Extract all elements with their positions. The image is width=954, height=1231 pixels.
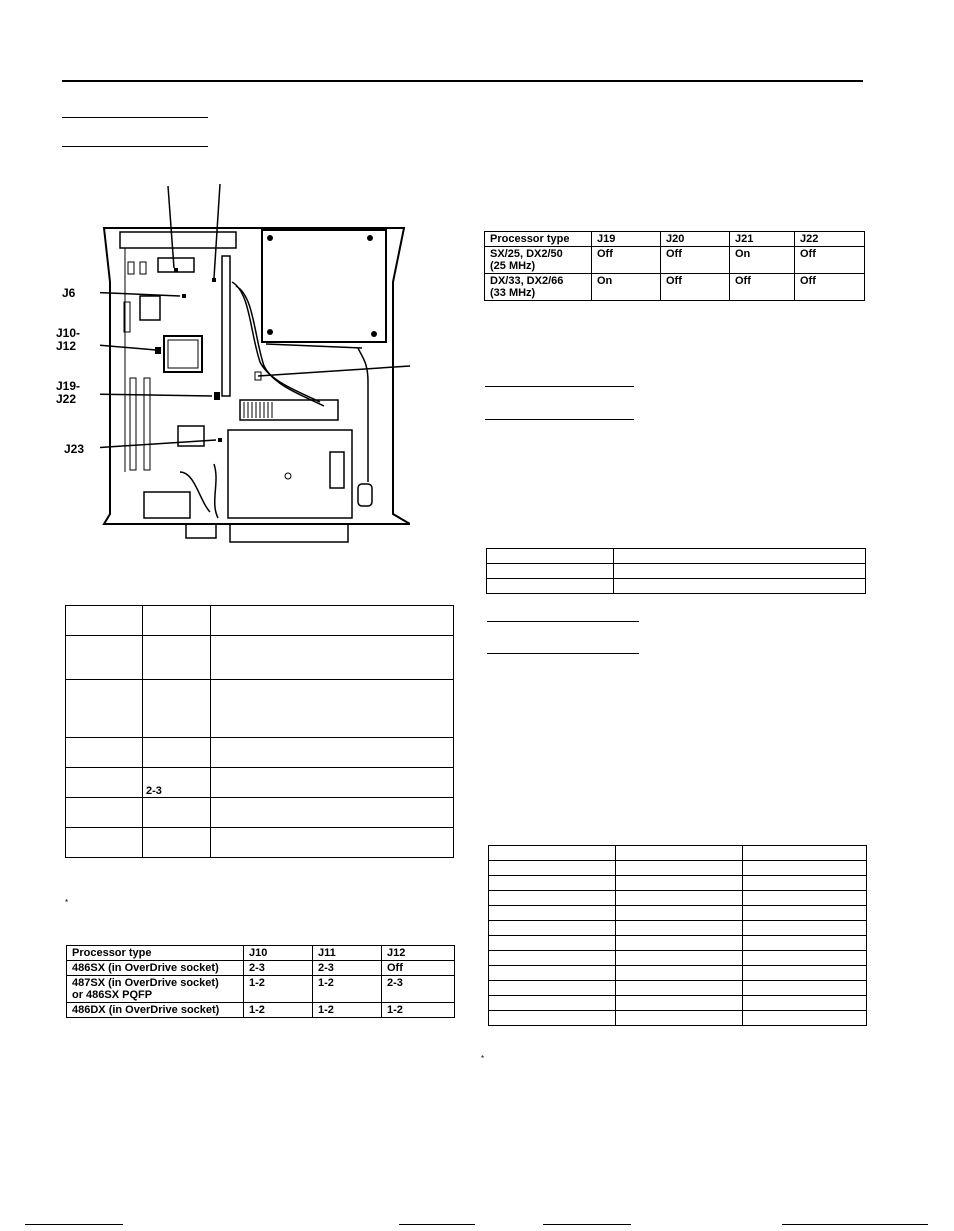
table-row <box>487 579 866 594</box>
table-row <box>489 906 867 921</box>
cell-type: 487SX (in OverDrive socket) or 486SX PQFP <box>67 976 244 1003</box>
footnote-mark-right: * <box>481 1054 485 1063</box>
callout-j23: J23 <box>64 442 85 456</box>
table-row <box>66 680 454 738</box>
heading-underline-1 <box>62 117 208 118</box>
settings-marked-cell: 2-3 <box>143 768 211 798</box>
header-cell: J22 <box>795 232 865 247</box>
cell-j11: 2-3 <box>313 961 382 976</box>
cell-j12: 1-2 <box>382 1003 455 1018</box>
cell-j20: Off <box>661 274 730 301</box>
jumper-settings-table <box>65 605 454 858</box>
heading-underline-3 <box>485 386 634 387</box>
header-cell: J20 <box>661 232 730 247</box>
table-row <box>489 951 867 966</box>
table-row <box>485 274 865 301</box>
table-row <box>489 936 867 951</box>
cell-j21: Off <box>730 274 795 301</box>
cell-type: SX/25, DX2/50 (25 MHz) <box>485 247 592 274</box>
header-cell: Processor type <box>67 946 244 961</box>
cell-type: DX/33, DX2/66 (33 MHz) <box>485 274 592 301</box>
footer-rule-1 <box>25 1224 123 1225</box>
table-row <box>485 247 865 274</box>
table-row <box>489 996 867 1011</box>
motherboard-figure <box>100 182 410 547</box>
table-row <box>66 636 454 680</box>
cell-j12: 2-3 <box>382 976 455 1003</box>
table-row <box>66 798 454 828</box>
cell-type: 486DX (in OverDrive socket) <box>67 1003 244 1018</box>
table-row <box>66 768 454 798</box>
table-row <box>489 981 867 996</box>
footnote-mark-left: * <box>65 898 69 907</box>
cpu-jumper-table <box>66 945 455 1018</box>
cell-j22: Off <box>795 274 865 301</box>
heading-underline-4 <box>485 419 634 420</box>
table-header-row <box>67 946 455 961</box>
table-row <box>487 564 866 579</box>
cell-j19: On <box>592 274 661 301</box>
callout-j6: J6 <box>62 286 76 300</box>
table-row <box>67 1003 455 1018</box>
cell-type: 486SX (in OverDrive socket) <box>67 961 244 976</box>
table-row <box>66 606 454 636</box>
cell-j11: 1-2 <box>313 976 382 1003</box>
table-row <box>489 966 867 981</box>
table-row <box>489 846 867 861</box>
cell-j10: 2-3 <box>244 961 313 976</box>
table-row <box>66 828 454 858</box>
cell-j11: 1-2 <box>313 1003 382 1018</box>
cell-j20: Off <box>661 247 730 274</box>
page-top-rule <box>62 80 863 82</box>
table-row <box>66 738 454 768</box>
heading-underline-6 <box>487 653 639 654</box>
table-row <box>489 891 867 906</box>
table-row <box>67 961 455 976</box>
header-cell: J11 <box>313 946 382 961</box>
table-row <box>489 1011 867 1026</box>
table-row <box>67 976 455 1003</box>
blank-table-small <box>486 548 866 594</box>
header-cell: J10 <box>244 946 313 961</box>
cell-j10: 1-2 <box>244 1003 313 1018</box>
cell-j22: Off <box>795 247 865 274</box>
cell-j10: 1-2 <box>244 976 313 1003</box>
heading-underline-5 <box>487 621 639 622</box>
table-row <box>489 876 867 891</box>
footer-rule-4 <box>782 1224 928 1225</box>
cell-j21: On <box>730 247 795 274</box>
heading-underline-2 <box>62 146 208 147</box>
table-row <box>489 921 867 936</box>
table-row <box>489 861 867 876</box>
header-cell: Processor type <box>485 232 592 247</box>
footer-rule-2 <box>399 1224 475 1225</box>
header-cell: J12 <box>382 946 455 961</box>
cell-j12: Off <box>382 961 455 976</box>
table-header-row <box>485 232 865 247</box>
motherboard-drawing <box>100 182 410 547</box>
callout-j19-j22: J19- J22 <box>56 379 81 406</box>
footer-rule-3 <box>543 1224 631 1225</box>
cell-j19: Off <box>592 247 661 274</box>
blank-table-large <box>488 845 867 1026</box>
table-row <box>487 549 866 564</box>
header-cell: J19 <box>592 232 661 247</box>
callout-j10-j12: J10- J12 <box>56 326 81 353</box>
speed-jumper-table <box>484 231 865 301</box>
header-cell: J21 <box>730 232 795 247</box>
